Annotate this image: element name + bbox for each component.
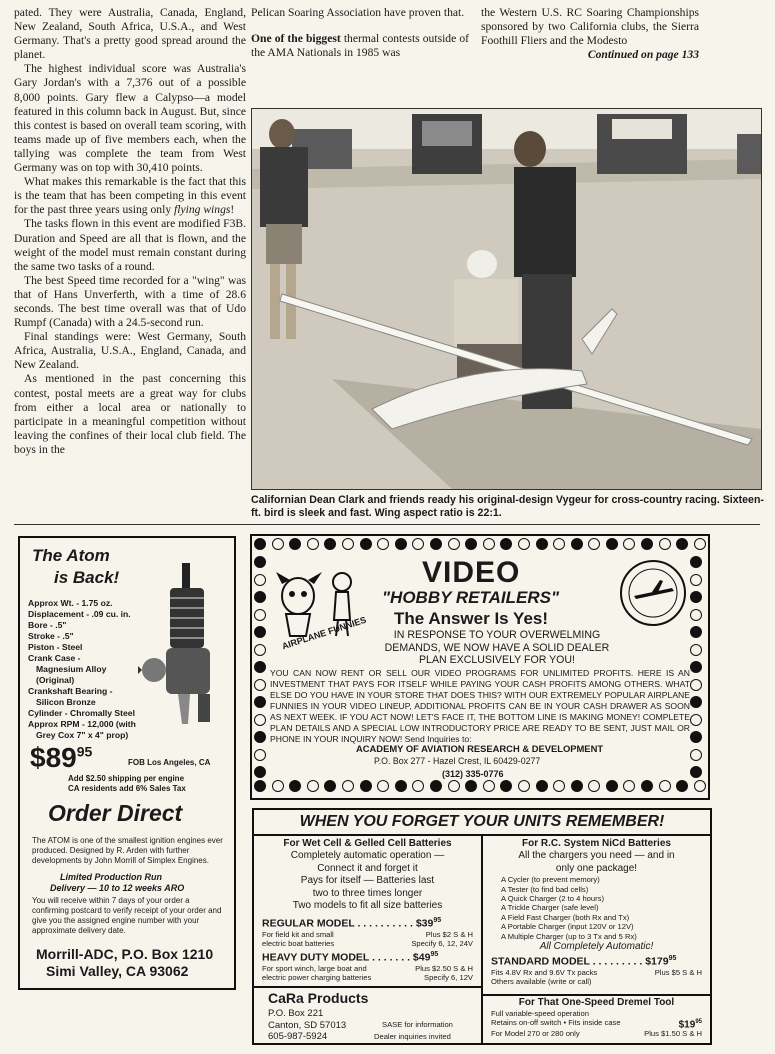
- border-dot: [254, 574, 266, 586]
- dealer-offer-text: YOU CAN NOW RENT OR SELL OUR VIDEO PROGRAMS FOR UNLIMITED PROFITS. HERE IS AN INVESTMENT THAT PAYS FOR ITSELF WHILE PAYING YOUR CASH PROFITS AMONG OTHERS. WHAT ELSE DO YOU HAVE IN YOUR STORE THAT DOES THIS? WITH OUR EXTREMELY POPULAR AIRPLANE FUNNIES IN YOUR VIDEO LINEUP, ADDITIONAL PROFITS CAN BE IN YOUR CASH DRAWER AS SOON AS NEXT WEEK. IF YOU ACT NOW! LET'S FACE IT, THE BOTTOM LINE IS MAKING MONEY! COMPLETE PLAN DETAILS AND A SPECIAL LOW INTRODUCTORY PRICE ARE READY TO BE SENT, JUST MAIL OR PHONE IN YOUR INQUIRY NOW! Send Inquiries to:: [270, 668, 690, 744]
- border-dot: [254, 766, 266, 778]
- border-dot: [324, 538, 336, 550]
- airplane-funnies-logo: AIRPLANE FUNNIES: [280, 614, 368, 652]
- border-dot: [395, 780, 407, 792]
- feature-line: Pays for itself — Batteries last: [300, 875, 435, 887]
- border-dot: [690, 644, 702, 656]
- border-dot: [500, 780, 512, 792]
- border-dot: [623, 780, 635, 792]
- spec-line: Crankshaft Bearing -: [28, 686, 113, 696]
- company-name: CaRa Products: [268, 990, 369, 1006]
- border-dot: [272, 538, 284, 550]
- border-dot: [377, 538, 389, 550]
- academy-phone: (312) 335-0776: [442, 769, 504, 779]
- border-dot: [272, 780, 284, 792]
- article-column-2: [251, 6, 469, 60]
- spec-line: Grey Cox 7" x 4" prop): [36, 730, 129, 740]
- continued-note: Continued on page 133: [587, 48, 699, 62]
- standard-model: STANDARD MODEL . . . . . . . . . $\$179^{95}$ Fits 4.8V Rx and 9.6V Tx packs Plus $5 S & H Others available (write or call): [491, 955, 702, 987]
- sase-note: SASE for information: [382, 1020, 453, 1029]
- border-dot: [254, 591, 266, 603]
- academy-address: P.O. Box 277 - Hazel Crest, IL 60429-0277: [374, 756, 541, 766]
- video-retailers-ad: [250, 534, 710, 800]
- paragraph: the Western U.S. RC Soaring Championships sponsored by two California clubs, the Sierra Foothill Fliers and the Modesto: [481, 6, 699, 48]
- border-dot: [307, 538, 319, 550]
- ad-title: The Atom: [32, 546, 110, 565]
- spec-line: Bore - .5": [28, 620, 67, 630]
- feature-line: Two models to fit all size batteries: [292, 900, 443, 912]
- border-dot: [659, 780, 671, 792]
- paragraph: pated. They were Australia, Canada, England, New Zealand, South Africa, U.S.A., and West Germany. That's a pretty good spread around the planet.: [14, 6, 246, 62]
- ad-subtitle: is Back!: [54, 568, 120, 587]
- paragraph: Final standings were: West Germany, South Africa, Australia, U.S.A., England, Canada, and New Zealand.: [14, 330, 246, 372]
- border-dot: [571, 780, 583, 792]
- video-title: VIDEO: [422, 556, 521, 589]
- spec-line: Cylinder - Chromally Steel: [28, 708, 135, 718]
- border-dot: [694, 780, 706, 792]
- border-dot: [676, 780, 688, 792]
- border-dot: [254, 749, 266, 761]
- border-dot: [254, 731, 266, 743]
- border-dot: [623, 538, 635, 550]
- border-dot: [690, 591, 702, 603]
- lead-in: One of the biggest: [251, 32, 341, 46]
- dremel-line: For Model 270 or 280 only Plus $1.50 S & H: [491, 1029, 702, 1039]
- regular-model: REGULAR MODEL . . . . . . . . . . $\$39^{95}$ For field kit and small Plus $2 S & H electric boat batteries Specify 6, 12, 24V: [262, 917, 473, 949]
- border-dot: [254, 679, 266, 691]
- feature-line: Completely automatic operation —: [290, 850, 445, 862]
- border-dot: [690, 696, 702, 708]
- delivery-time: Delivery — 10 to 12 weeks ARO: [50, 883, 185, 893]
- border-dot: [676, 538, 688, 550]
- border-dot: [690, 626, 702, 638]
- border-dot: [606, 538, 618, 550]
- border-dot: [254, 780, 266, 792]
- dot-border-top: [252, 538, 708, 554]
- border-dot: [448, 780, 460, 792]
- feature-line: two to three times longer: [312, 887, 423, 899]
- border-dot: [465, 538, 477, 550]
- border-dot: [553, 538, 565, 550]
- feature-line: Connect it and forget it: [317, 862, 418, 874]
- answer-heading: The Answer Is Yes!: [394, 609, 549, 628]
- border-dot: [694, 538, 706, 550]
- border-dot: [254, 609, 266, 621]
- border-dot: [412, 538, 424, 550]
- spec-line: Approx Wt. - 1.75 oz.: [28, 598, 113, 608]
- spec-line: Silicon Bronze: [36, 697, 96, 707]
- border-dot: [641, 780, 653, 792]
- company-info: [254, 986, 481, 1045]
- address-line: Morrill-ADC, P.O. Box 1210: [36, 946, 214, 962]
- atom-price: $\$89^{95}$: [30, 742, 93, 773]
- border-dot: [641, 538, 653, 550]
- academy-seal-icon: [616, 558, 690, 628]
- engine-illustration: [138, 558, 230, 728]
- border-dot: [254, 714, 266, 726]
- hobby-retailers-heading: "HOBBY RETAILERS": [382, 588, 560, 607]
- border-dot: [571, 538, 583, 550]
- paragraph: One of the biggest thermal contests outside of the AMA Nationals in 1985 was: [251, 32, 469, 60]
- article-column-1: [14, 6, 246, 457]
- engine-specs: [28, 598, 148, 741]
- spec-line: Stroke - .5": [28, 631, 74, 641]
- atom-engine-ad: [18, 536, 236, 990]
- nicd-title: For R.C. System NiCd Batteries: [522, 838, 671, 849]
- dot-border-right: [690, 556, 706, 778]
- automatic-note: All Completely Automatic!: [539, 941, 654, 953]
- order-address: [36, 946, 213, 980]
- spec-line: Displacement - .09 cu. in.: [28, 609, 131, 619]
- border-dot: [690, 574, 702, 586]
- paragraph: Pelican Soaring Association have proven that.: [251, 6, 465, 19]
- border-dot: [307, 780, 319, 792]
- border-dot: [412, 780, 424, 792]
- tax-note: CA residents add 6% Sales Tax: [68, 784, 186, 793]
- border-dot: [342, 780, 354, 792]
- border-dot: [360, 780, 372, 792]
- border-dot: [690, 749, 702, 761]
- border-dot: [659, 538, 671, 550]
- academy-name: ACADEMY OF AVIATION RESEARCH & DEVELOPMENT: [356, 743, 604, 754]
- dot-border-bottom: [252, 780, 708, 796]
- dremel-line: Full variable-speed operation: [491, 1009, 589, 1018]
- border-dot: [254, 644, 266, 656]
- border-dot: [483, 780, 495, 792]
- dealer-note: Dealer inquiries invited: [374, 1032, 451, 1041]
- receipt-note: You will receive within 7 days of your order a confirming postcard to verify receipt of your order and give you the assigned engine number with your approximate delivery date.: [32, 896, 222, 935]
- border-dot: [360, 538, 372, 550]
- divider: [14, 524, 760, 525]
- border-dot: [483, 538, 495, 550]
- border-dot: [518, 538, 530, 550]
- border-dot: [377, 780, 389, 792]
- dremel-title: For That One-Speed Dremel Tool: [518, 997, 675, 1008]
- border-dot: [690, 714, 702, 726]
- border-dot: [324, 780, 336, 792]
- border-dot: [289, 780, 301, 792]
- spec-line: Magnesium Alloy: [36, 664, 107, 674]
- border-dot: [342, 538, 354, 550]
- border-dot: [289, 538, 301, 550]
- wet-cell-title: For Wet Cell & Gelled Cell Batteries: [283, 838, 452, 849]
- border-dot: [553, 780, 565, 792]
- border-dot: [448, 538, 460, 550]
- feature-line: All the chargers you need — and in: [518, 850, 675, 862]
- border-dot: [690, 556, 702, 568]
- dot-border-left: [254, 556, 270, 778]
- photo-caption: Californian Dean Clark and friends ready his original-design Vygeur for cross-country racing. Sixteen-ft. bird is sleek and fast. Wing aspect ratio is 22:1.: [251, 494, 764, 519]
- spec-line: (Original): [36, 675, 75, 685]
- border-dot: [395, 538, 407, 550]
- cara-header: WHEN YOU FORGET YOUR UNITS REMEMBER!: [254, 810, 710, 836]
- response-text: IN RESPONSE TO YOUR OVERWELMING DEMANDS, WE NOW HAVE A SOLID DEALER PLAN EXCLUSIVELY FOR YOU!: [384, 629, 610, 666]
- fob-note: FOB Los Angeles, CA: [128, 758, 211, 767]
- glider-photo: [251, 108, 762, 490]
- border-dot: [690, 679, 702, 691]
- paragraph: The tasks flown in this event are modified F3B. Duration and Speed are all that is flown, and the weight of the model must remain constant during the same two tasks of a round.: [14, 217, 246, 273]
- heavy-duty-model: HEAVY DUTY MODEL . . . . . . . $\$49^{95}$ For sport winch, large boat and Plus $2.50 S & H electric power charging batteries Specify 6, 12V: [262, 951, 473, 983]
- border-dot: [536, 780, 548, 792]
- border-dot: [254, 696, 266, 708]
- paragraph: As mentioned in the past concerning this contest, postal meets are a great way for clubs from either a local area or nationally to participate in a meaningful competition without leaving the confines of their local club field. The boys in the: [14, 372, 246, 456]
- spec-line: Piston - Steel: [28, 642, 83, 652]
- address-line: Simi Valley, CA 93062: [46, 963, 189, 979]
- limited-run: Limited Production Run: [60, 872, 162, 882]
- nicd-column: [483, 838, 710, 986]
- dremel-line: Retains on-off switch • Fits inside case $\$19^{95}$: [491, 1018, 702, 1031]
- paragraph: The highest individual score was Australia's Gary Jordan's with a 7,376 out of a possible 8,000 points. Gary flew a Calypso—a model featured in this column back in August. But, since this contest is based on overall team scoring, with teams made up of five members each, when the tallying was complete the team from West Germany was on top with 30,410 points.: [14, 62, 246, 175]
- border-dot: [536, 538, 548, 550]
- border-dot: [254, 556, 266, 568]
- wet-cell-column: [254, 838, 481, 982]
- feature-line: only one package!: [555, 862, 638, 874]
- border-dot: [690, 731, 702, 743]
- paragraph: The best Speed time recorded for a "wing" was that of Hans Unverferth, with a time of 28.6 seconds. The best time overall was that of Udo Rumpf (Canada) with a 24.5-second run.: [14, 273, 246, 330]
- border-dot: [690, 609, 702, 621]
- charger-list: A Cycler (to prevent memory) A Tester (to find bad cells) A Quick Charger (2 to 4 hours) A Trickle Charger (safe level) A Field Fast Charger (both Rx and Tx) A Portable Charger (input 120V or 12V) A Multiple Charger (up to 3 Tx and 5 Rx): [501, 875, 637, 941]
- border-dot: [254, 661, 266, 673]
- spec-line: Approx RPM - 12,000 (with: [28, 719, 136, 729]
- border-dot: [430, 538, 442, 550]
- spec-line: Crank Case -: [28, 653, 81, 663]
- border-dot: [518, 780, 530, 792]
- border-dot: [690, 661, 702, 673]
- border-dot: [690, 766, 702, 778]
- border-dot: [430, 780, 442, 792]
- border-dot: [606, 780, 618, 792]
- company-address: P.O. Box 221 Canton, SD 57013 605-987-5924: [268, 1008, 347, 1042]
- border-dot: [588, 780, 600, 792]
- glider-photo-illustration: [252, 109, 761, 489]
- cara-products-ad: [252, 808, 712, 1045]
- border-dot: [588, 538, 600, 550]
- order-direct-heading: Order Direct: [48, 800, 183, 826]
- border-dot: [254, 626, 266, 638]
- paragraph: What makes this remarkable is the fact that this is the team that has been competing in this event for the past three years using only flying wings!: [14, 175, 246, 217]
- article-column-3: [481, 6, 699, 62]
- dremel-offer: [483, 994, 710, 1045]
- shipping-note: Add $2.50 shipping per engine: [68, 774, 185, 783]
- border-dot: [254, 538, 266, 550]
- border-dot: [465, 780, 477, 792]
- engine-description: The ATOM is one of the smallest ignition engines ever produced. Designed by R. Arden with further developments by John Morrill of Simplex Engines.: [32, 836, 223, 865]
- border-dot: [500, 538, 512, 550]
